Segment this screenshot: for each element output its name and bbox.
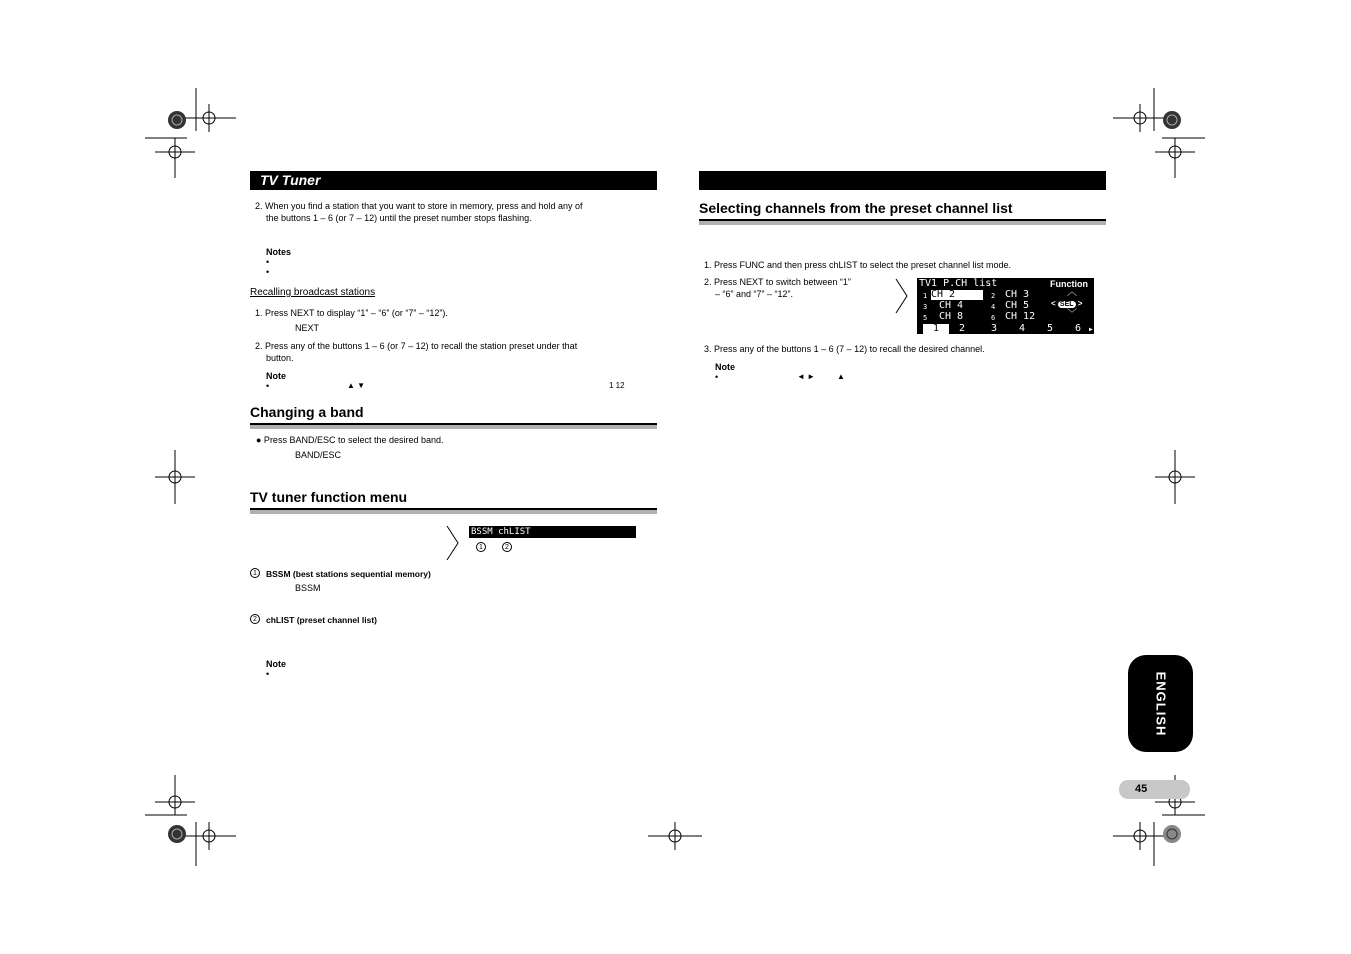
function-menu-rule-shade bbox=[250, 510, 657, 514]
language-tab bbox=[1128, 655, 1193, 752]
recall-note-bullet: • bbox=[266, 381, 270, 391]
preset-note-bullet: • bbox=[715, 372, 719, 382]
lcd-row-1-num-2: 2 bbox=[991, 292, 996, 300]
lcd-row-2-channel-1: CH 4 bbox=[939, 300, 964, 311]
preset-step-2-line2: – “6” and “7” – “12”. bbox=[715, 289, 794, 299]
lcd-row-2-num-2: 4 bbox=[991, 303, 996, 311]
function-note-bullet: • bbox=[266, 669, 270, 679]
lcd-bottom-6: 6 bbox=[1075, 323, 1082, 334]
preset-note-arrow-up: ▲ bbox=[837, 372, 845, 381]
lcd-row-3-num-2: 6 bbox=[991, 314, 996, 322]
section-bar-tv-tuner: TV Tuner bbox=[250, 171, 657, 190]
preset-step-3: 3. Press any of the buttons 1 – 6 (7 – 12) to recall the desired channel. bbox=[704, 344, 985, 354]
preset-channel-list-display bbox=[917, 278, 1094, 334]
page-number: 45 bbox=[1119, 780, 1190, 799]
language-tab-text: ENGLISH bbox=[1153, 671, 1168, 736]
recall-note-range: 1 12 bbox=[609, 381, 625, 390]
lcd-up-chevron-icon: ︿ bbox=[1067, 287, 1077, 298]
band-key: BAND/ESC bbox=[295, 450, 342, 460]
bssm-label: BSSM (best stations sequential memory) bbox=[266, 569, 431, 579]
band-heading: Changing a band bbox=[250, 404, 364, 420]
function-note-heading: Note bbox=[266, 659, 286, 669]
lcd-title: TV1 P.CH list bbox=[919, 278, 998, 289]
function-menu-display bbox=[469, 526, 636, 538]
lcd-row-1-channel-1: CH 2 bbox=[931, 290, 983, 300]
lcd-sel-text: SEL bbox=[1059, 301, 1074, 308]
store-step-2-line1: 2. When you find a station that you want to store in memory, press and hold any of bbox=[255, 201, 583, 211]
lcd-bottom-1: 1 bbox=[923, 324, 949, 334]
lcd-bottom-4: 4 bbox=[1019, 323, 1026, 334]
recall-heading: Recalling broadcast stations bbox=[250, 287, 376, 298]
lcd-row-3-channel-1: CH 8 bbox=[939, 311, 964, 322]
lcd-row-3-channel-2: CH 12 bbox=[1005, 311, 1036, 322]
chlist-marker: 2 bbox=[250, 614, 260, 624]
function-menu-display-text: BSSM chLIST bbox=[471, 527, 531, 537]
function-menu-marker-1: 1 bbox=[476, 542, 486, 552]
lcd-bottom-3: 3 bbox=[991, 323, 998, 334]
store-step-2-line2: the buttons 1 – 6 (or 7 – 12) until the preset number stops flashing. bbox=[266, 213, 532, 223]
preset-list-heading: Selecting channels from the preset channel list bbox=[699, 200, 1013, 216]
bssm-key: BSSM bbox=[295, 583, 321, 593]
lcd-down-chevron-icon: ﹀ bbox=[1067, 309, 1077, 320]
notes-bullet-1: • bbox=[266, 257, 270, 267]
preset-step-1: 1. Press FUNC and then press chLIST to select the preset channel list mode. bbox=[704, 260, 1011, 270]
lcd-row-1-channel-2: CH 3 bbox=[1005, 289, 1030, 300]
recall-step-1-key: NEXT bbox=[295, 323, 320, 333]
lcd-function-label: Function bbox=[1050, 279, 1088, 289]
function-menu-pointer-arrow bbox=[446, 525, 460, 561]
recall-step-1: 1. Press NEXT to display “1” – “6” (or “7” – “12”). bbox=[255, 308, 448, 318]
recall-step-2-line1: 2. Press any of the buttons 1 – 6 (or 7 – 12) to recall the station preset under that bbox=[255, 341, 578, 351]
preset-note-heading: Note bbox=[715, 362, 735, 372]
recall-note-heading: Note bbox=[266, 371, 286, 381]
lcd-row-2-channel-2: CH 5 bbox=[1005, 300, 1030, 311]
lcd-row-1-num-1: 1 bbox=[923, 292, 928, 300]
notes-heading: Notes bbox=[266, 247, 292, 257]
section-bar-right bbox=[699, 171, 1106, 190]
recall-step-2-line2: button. bbox=[266, 353, 294, 363]
lcd-bottom-row bbox=[923, 323, 1093, 334]
bssm-marker: 1 bbox=[250, 568, 260, 578]
lcd-next-triangle-icon: ▶ bbox=[1089, 326, 1093, 333]
chlist-label: chLIST (preset channel list) bbox=[266, 615, 377, 625]
lcd-row-3-num-1: 5 bbox=[923, 314, 928, 322]
band-rule-shade bbox=[250, 425, 657, 429]
preset-list-rule-shade bbox=[699, 221, 1106, 225]
preset-note-arrows-lr: ◄ ► bbox=[797, 372, 816, 381]
function-menu-heading: TV tuner function menu bbox=[250, 489, 408, 505]
preset-list-pointer-arrow bbox=[895, 278, 909, 314]
lcd-row-2-num-1: 3 bbox=[923, 303, 928, 311]
lcd-bottom-5: 5 bbox=[1047, 323, 1054, 334]
lcd-right-arrow-icon: > bbox=[1077, 299, 1083, 308]
function-menu-marker-2: 2 bbox=[502, 542, 512, 552]
band-step: ● Press BAND/ESC to select the desired band. bbox=[256, 435, 444, 445]
lcd-left-arrow-icon: < bbox=[1051, 299, 1056, 308]
preset-step-2-line1: 2. Press NEXT to switch between “1” bbox=[704, 277, 851, 287]
notes-bullet-2: • bbox=[266, 267, 270, 277]
lcd-bottom-2: 2 bbox=[959, 323, 966, 334]
recall-note-arrows: ▲ ▼ bbox=[347, 381, 366, 390]
